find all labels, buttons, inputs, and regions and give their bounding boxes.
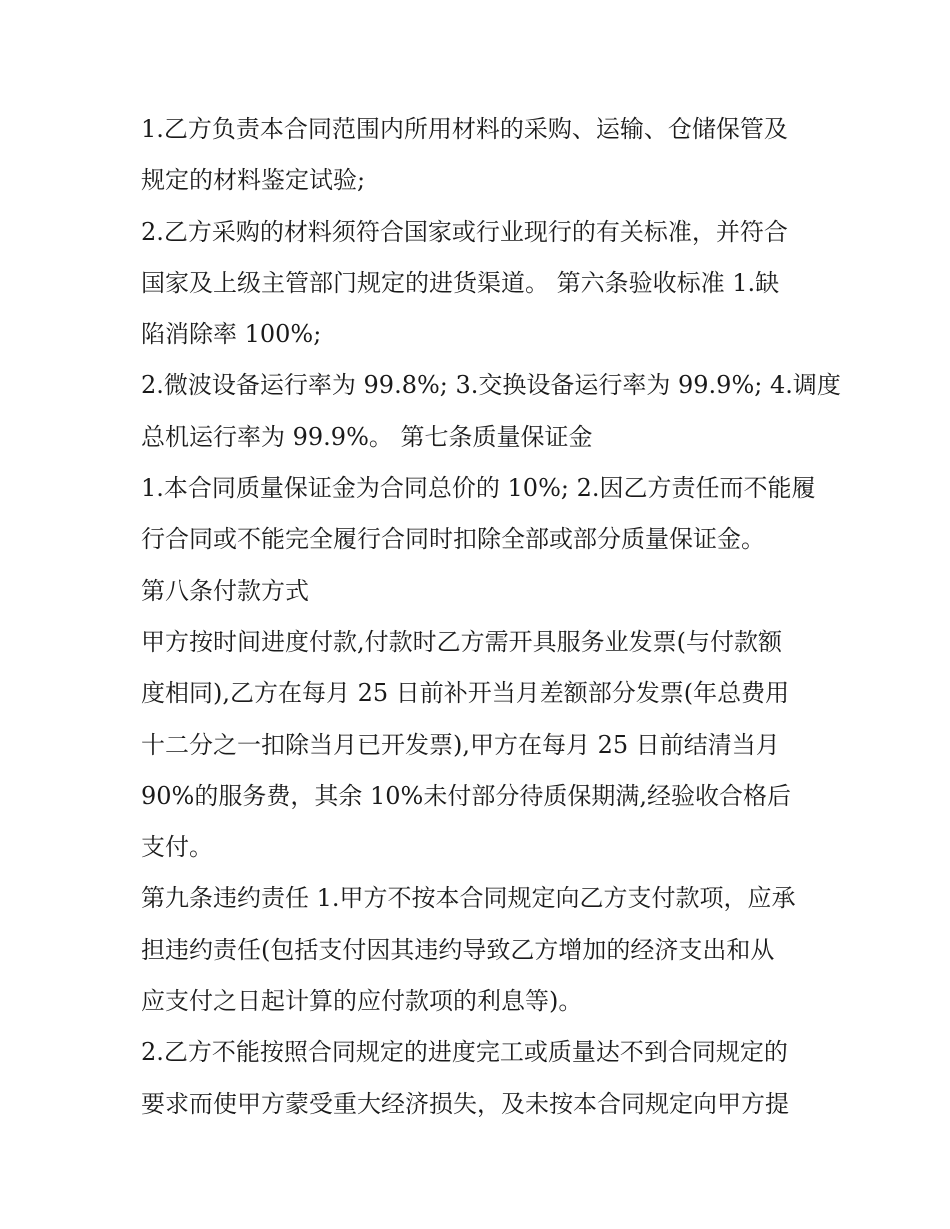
text-line: 2.微波设备运行率为 99.8%; 3.交换设备运行率为 99.9%; 4.调度 [141, 371, 841, 400]
text-line: 担违约责任(包括支付因其违约导致乙方增加的经济支出和从 [141, 935, 775, 964]
text-line: 第九条违约责任 1.甲方不按本合同规定向乙方支付款项，应承 [141, 884, 796, 913]
contract-text-body [141, 104, 841, 1130]
text-line: 总机运行率为 99.9%。 第七条质量保证金 [141, 422, 593, 451]
text-line: 国家及上级主管部门规定的进货渠道。 第六条验收标准 1.缺 [141, 268, 780, 297]
text-line: 2.乙方不能按照合同规定的进度完工或质量达不到合同规定的 [141, 1038, 788, 1067]
text-line: 陷消除率 100%; [141, 320, 322, 349]
text-line: 2.乙方采购的材料须符合国家或行业现行的有关标准，并符合 [141, 217, 788, 246]
text-line: 度相同),乙方在每月 25 日前补开当月差额部分发票(年总费用 [141, 679, 790, 708]
section-heading-payment: 第八条付款方式 [141, 576, 309, 605]
text-line: 1.乙方负责本合同范围内所用材料的采购、运输、仓储保管及 [141, 115, 788, 143]
text-line: 要求而使甲方蒙受重大经济损失，及未按本合同规定向甲方提 [141, 1089, 789, 1118]
text-line: 甲方按时间进度付款,付款时乙方需开具服务业发票(与付款额 [141, 627, 782, 656]
text-line: 支付。 [141, 833, 213, 862]
text-line: 应支付之日起计算的应付款项的利息等)。 [141, 987, 583, 1016]
text-line: 规定的材料鉴定试验; [141, 166, 366, 195]
text-line: 1.本合同质量保证金为合同总价的 10%; 2.因乙方责任而不能履 [141, 474, 816, 503]
text-line: 行合同或不能完全履行合同时扣除全部或部分质量保证金。 [141, 525, 765, 554]
text-line: 十二分之一扣除当月已开发票),甲方在每月 25 日前结清当月 [141, 730, 780, 759]
text-line: 90%的服务费，其余 10%未付部分待质保期满,经验收合格后 [141, 781, 791, 810]
